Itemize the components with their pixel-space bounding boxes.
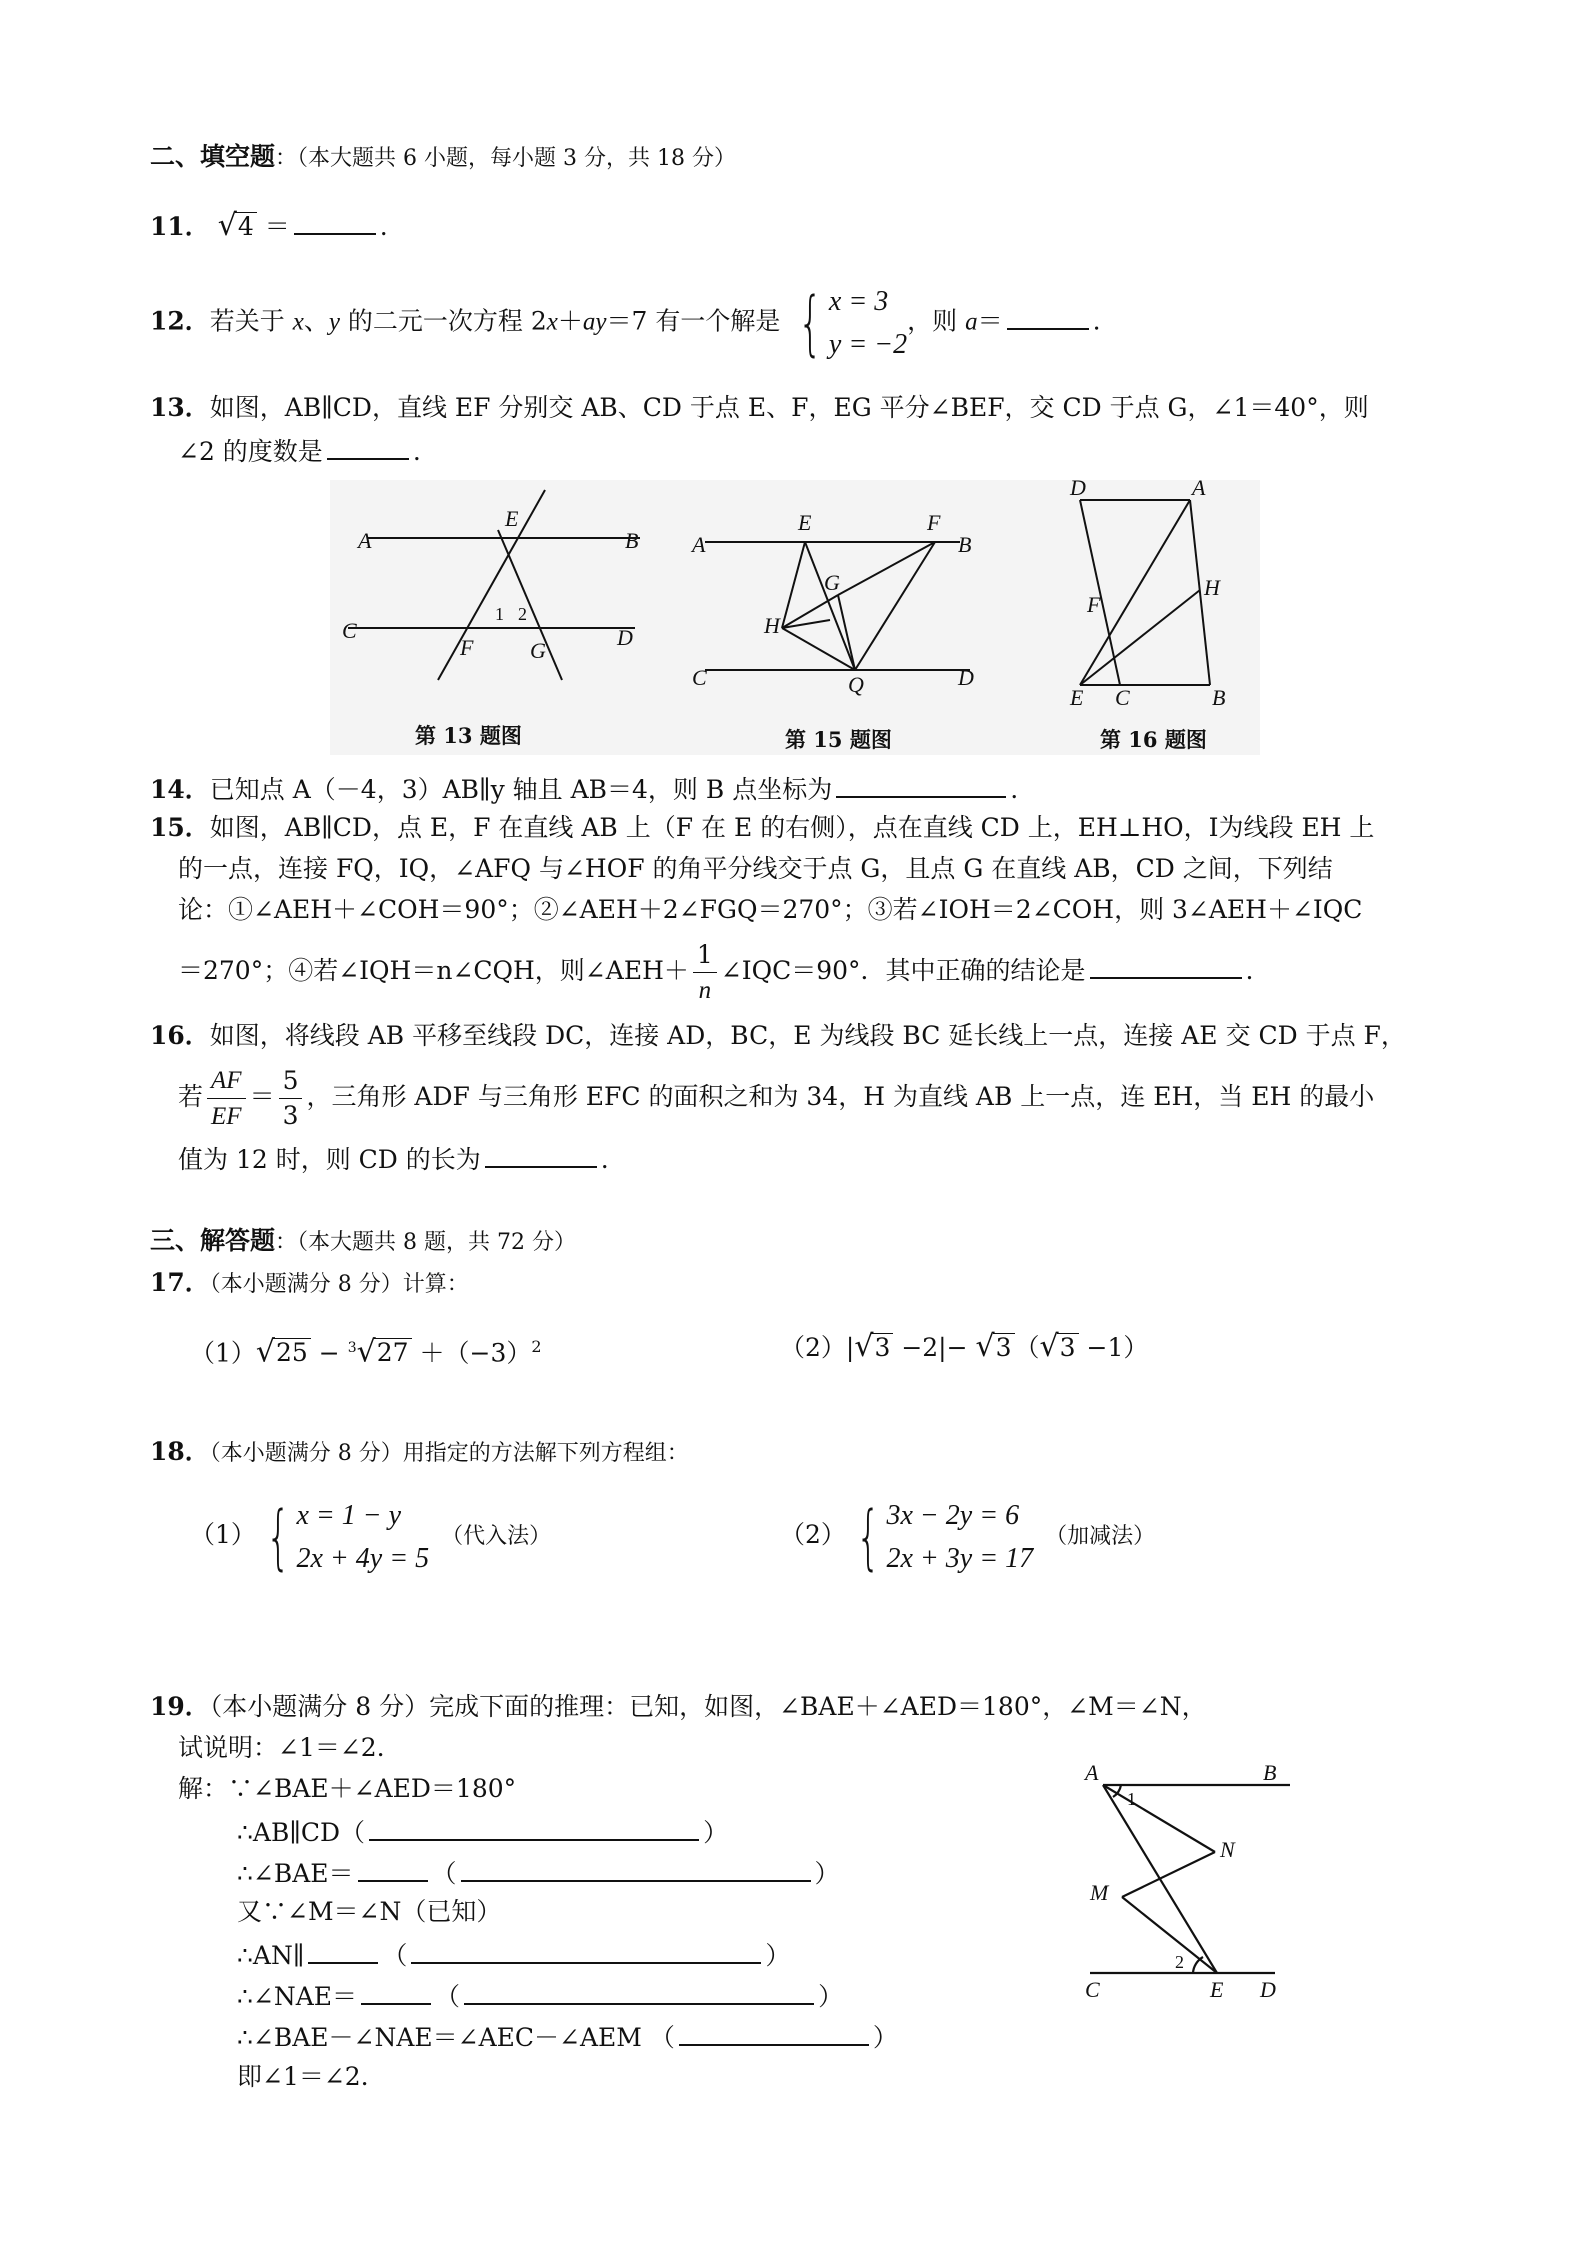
section-2-header (150, 140, 736, 176)
proof-step-6: ∴∠BAE－∠NAE＝∠AEC－∠AEM （ ） (237, 2018, 898, 2055)
proof-step-4: ∴AN∥ （ ） (237, 1936, 790, 1973)
figure-15-caption: 第 15 题图 (785, 727, 892, 752)
answer-blank[interactable] (1090, 951, 1242, 979)
svg-text:D: D (1260, 1977, 1276, 2002)
svg-text:H: H (1204, 575, 1220, 600)
question-number: 19． (150, 1692, 210, 1721)
section-note: ：（本大题共 6 小题，每小题 3 分，共 18 分） (275, 146, 736, 171)
svg-text:A: A (1085, 1760, 1099, 1785)
answer-blank[interactable] (411, 1936, 761, 1964)
svg-text:B: B (1263, 1760, 1277, 1785)
question-14: 14．已知点 A（－4，3）AB∥y 轴且 AB＝4，则 B 点坐标为 . (150, 770, 1018, 807)
answer-blank[interactable] (461, 1854, 811, 1882)
equation-system: { x = 3 y = −2 (798, 282, 908, 364)
fraction: $\frac{1}{n}$ (693, 938, 717, 1008)
proof-step-1: ∴AB∥CD（ ） (237, 1813, 728, 1850)
answer-blank[interactable] (485, 1140, 597, 1168)
svg-text:2: 2 (518, 604, 527, 624)
svg-text:M: M (1090, 1880, 1109, 1905)
svg-text:B: B (958, 532, 972, 557)
question-number: 14． (150, 775, 210, 804)
svg-text:Q: Q (848, 672, 864, 697)
svg-text:G: G (530, 638, 546, 663)
question-number: 13． (150, 393, 210, 422)
answer-blank[interactable] (327, 432, 409, 460)
question-number: 16． (150, 1021, 210, 1050)
question-17-part-2: （2）|√3 −2|− √3 （√3 −1） (780, 1329, 1149, 1364)
figures-svg (330, 480, 1260, 755)
svg-text:E: E (798, 510, 812, 535)
svg-text:A: A (692, 532, 706, 557)
svg-text:E: E (1210, 1977, 1224, 2002)
proof-step-3: 又∵∠M＝∠N（已知） (237, 1897, 502, 1926)
proof-step-2: ∴∠BAE＝ （ ） (237, 1854, 840, 1891)
svg-text:F: F (460, 635, 474, 660)
question-18-part-2: （2） { 3x − 2y = 6 2x + 3y = 17 （加减法） (780, 1495, 1156, 1578)
question-number: 12． (150, 306, 210, 336)
svg-text:1: 1 (495, 604, 504, 624)
svg-text:G: G (824, 570, 840, 595)
svg-text:B: B (1212, 685, 1226, 710)
svg-text:C: C (692, 665, 707, 690)
question-17-part-1: $(1)√25 - ^3√27 +(-3)^2$ (190, 1334, 542, 1370)
figure-16-caption: 第 16 题图 (1100, 727, 1207, 752)
svg-text:D: D (617, 625, 633, 650)
answer-blank[interactable] (369, 1813, 699, 1841)
svg-text:A: A (1192, 480, 1206, 500)
svg-text:D: D (1070, 480, 1086, 500)
proof-step-5: ∴∠NAE＝ （ ） (237, 1977, 843, 2014)
question-13-cont: ∠2 的度数是 . (178, 432, 421, 469)
radicand: 4 (235, 212, 257, 241)
figures-panel (330, 480, 1260, 755)
question-17: 17．（本小题满分 8 分）计算： (150, 1268, 469, 1297)
answer-blank[interactable] (361, 1977, 431, 2005)
proof-step-0: 解：∵∠BAE＋∠AED＝180° (178, 1774, 517, 1803)
svg-text:2: 2 (1175, 1952, 1184, 1972)
answer-blank[interactable] (464, 1977, 814, 2005)
figure-13-caption: 第 13 题图 (415, 723, 522, 748)
svg-text:N: N (1220, 1837, 1235, 1862)
svg-text:D: D (958, 665, 974, 690)
svg-text:C: C (342, 618, 357, 643)
question-19: 19．（本小题满分 8 分）完成下面的推理：已知，如图，∠BAE＋∠AED＝180°，∠M＝∠N， (150, 1692, 1207, 1721)
svg-text:H: H (764, 613, 780, 638)
svg-text:1: 1 (1127, 1789, 1136, 1809)
svg-text:E: E (505, 506, 519, 531)
question-11: 11． √4 ＝ . (150, 208, 388, 243)
fraction-5-3: $\frac{5}{3}$ (279, 1064, 303, 1133)
question-number: 17． (150, 1268, 210, 1297)
figure-19 (1075, 1745, 1305, 2005)
svg-text:F: F (927, 510, 941, 535)
section-title: 二、填空题 (150, 142, 276, 171)
question-15: 15．如图，AB∥CD，点 E，F 在直线 AB 上（F 在 E 的右侧），点在直线 CD 上，EH⊥HO，I为线段 EH 上 (150, 813, 1375, 842)
section-3-header (150, 1224, 576, 1260)
answer-blank[interactable] (1007, 302, 1089, 330)
question-number: 15． (150, 813, 210, 842)
answer-blank[interactable] (308, 1936, 378, 1964)
question-18-part-1: （1） { x = 1 − y 2x + 4y = 5 （代入法） (190, 1495, 552, 1578)
answer-blank[interactable] (294, 207, 376, 235)
svg-text:F: F (1087, 592, 1101, 617)
svg-text:E: E (1070, 685, 1084, 710)
section-note: ：（本大题共 8 题，共 72 分） (275, 1230, 576, 1255)
section-title: 三、解答题 (150, 1226, 276, 1255)
question-13: 13．如图，AB∥CD，直线 EF 分别交 AB、CD 于点 E、F，EG 平分∠BEF，交 CD 于点 G，∠1＝40°，则 (150, 393, 1369, 422)
svg-text:C: C (1115, 685, 1130, 710)
svg-text:B: B (625, 528, 639, 553)
answer-blank[interactable] (836, 770, 1006, 798)
question-16: 16．如图，将线段 AB 平移至线段 DC，连接 AD，BC，E 为线段 BC 延长线上一点，连接 AE 交 CD 于点 F， (150, 1021, 1406, 1050)
question-12: 12．若关于 x、y 的二元一次方程 2x＋ay＝7 有一个解是 { x = 3 y = −2 ，则 a＝ . (150, 282, 1101, 364)
answer-blank[interactable] (358, 1854, 428, 1882)
fraction-af-ef: $\frac{AF}{EF}$ (207, 1063, 246, 1134)
proof-conclusion: 即∠1＝∠2． (237, 2062, 386, 2091)
question-number: 11． (150, 212, 210, 241)
svg-text:C: C (1085, 1977, 1100, 2002)
question-number: 18． (150, 1437, 210, 1466)
answer-blank[interactable] (679, 2018, 869, 2046)
question-18: 18．（本小题满分 8 分）用指定的方法解下列方程组： (150, 1437, 689, 1466)
svg-text:A: A (358, 528, 372, 553)
